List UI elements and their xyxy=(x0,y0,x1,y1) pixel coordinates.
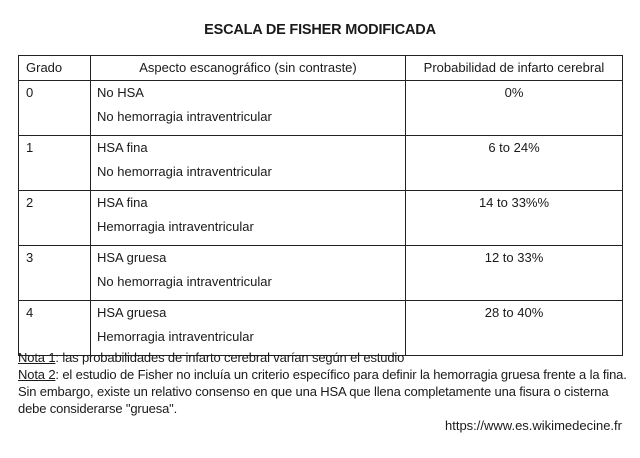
probability-cell: 0% xyxy=(406,81,623,136)
sah-description: No HSA xyxy=(97,85,144,100)
grade-cell: 3 xyxy=(19,246,91,301)
aspect-cell xyxy=(91,81,406,136)
grade-cell: 1 xyxy=(19,136,91,191)
table-row xyxy=(19,81,623,136)
note-2 xyxy=(18,366,628,417)
aspect-cell xyxy=(91,136,406,191)
grade-cell: 2 xyxy=(19,191,91,246)
note-1-text: : las probabilidades de infarto cerebral varían según el estudio xyxy=(55,350,405,365)
column-header-probability: Probabilidad de infarto cerebral xyxy=(406,56,623,81)
ivh-description: Hemorragia intraventricular xyxy=(97,329,254,344)
probability-cell: 6 to 24% xyxy=(406,136,623,191)
ivh-description: No hemorragia intraventricular xyxy=(97,109,272,124)
aspect-cell xyxy=(91,301,406,356)
probability-cell: 14 to 33%% xyxy=(406,191,623,246)
table-row xyxy=(19,301,623,356)
column-header-grade: Grado xyxy=(19,56,91,81)
source-url: https://www.es.wikimedecine.fr xyxy=(444,418,622,433)
notes-section xyxy=(18,349,628,417)
table-header-row xyxy=(19,56,623,81)
ivh-description: No hemorragia intraventricular xyxy=(97,164,272,179)
sah-description: HSA fina xyxy=(97,140,148,155)
table-row xyxy=(19,246,623,301)
sah-description: HSA gruesa xyxy=(97,250,167,265)
page-title: ESCALA DE FISHER MODIFICADA xyxy=(204,22,436,38)
grade-cell: 0 xyxy=(19,81,91,136)
sah-description: HSA fina xyxy=(97,195,148,210)
table-row xyxy=(19,191,623,246)
grade-cell: 4 xyxy=(19,301,91,356)
note-2-text: : el estudio de Fisher no incluía un criterio específico para definir la hemorragia gruesa frente a la fina. Sin embargo, existe un relativo consenso en que una HSA que llena completamente una fisura o cisterna debe considerarse "gruesa". xyxy=(18,367,627,416)
aspect-cell xyxy=(91,246,406,301)
fisher-scale-table xyxy=(18,55,623,356)
table-row xyxy=(19,136,623,191)
ivh-description: Hemorragia intraventricular xyxy=(97,219,254,234)
sah-description: HSA gruesa xyxy=(97,305,167,320)
probability-cell: 12 to 33% xyxy=(406,246,623,301)
aspect-cell xyxy=(91,191,406,246)
probability-cell: 28 to 40% xyxy=(406,301,623,356)
ivh-description: No hemorragia intraventricular xyxy=(97,274,272,289)
column-header-aspect: Aspecto escanográfico (sin contraste) xyxy=(91,56,406,81)
note-1-label: Nota 1 xyxy=(18,350,56,365)
note-1 xyxy=(18,349,628,366)
note-2-label: Nota 2 xyxy=(18,367,56,382)
